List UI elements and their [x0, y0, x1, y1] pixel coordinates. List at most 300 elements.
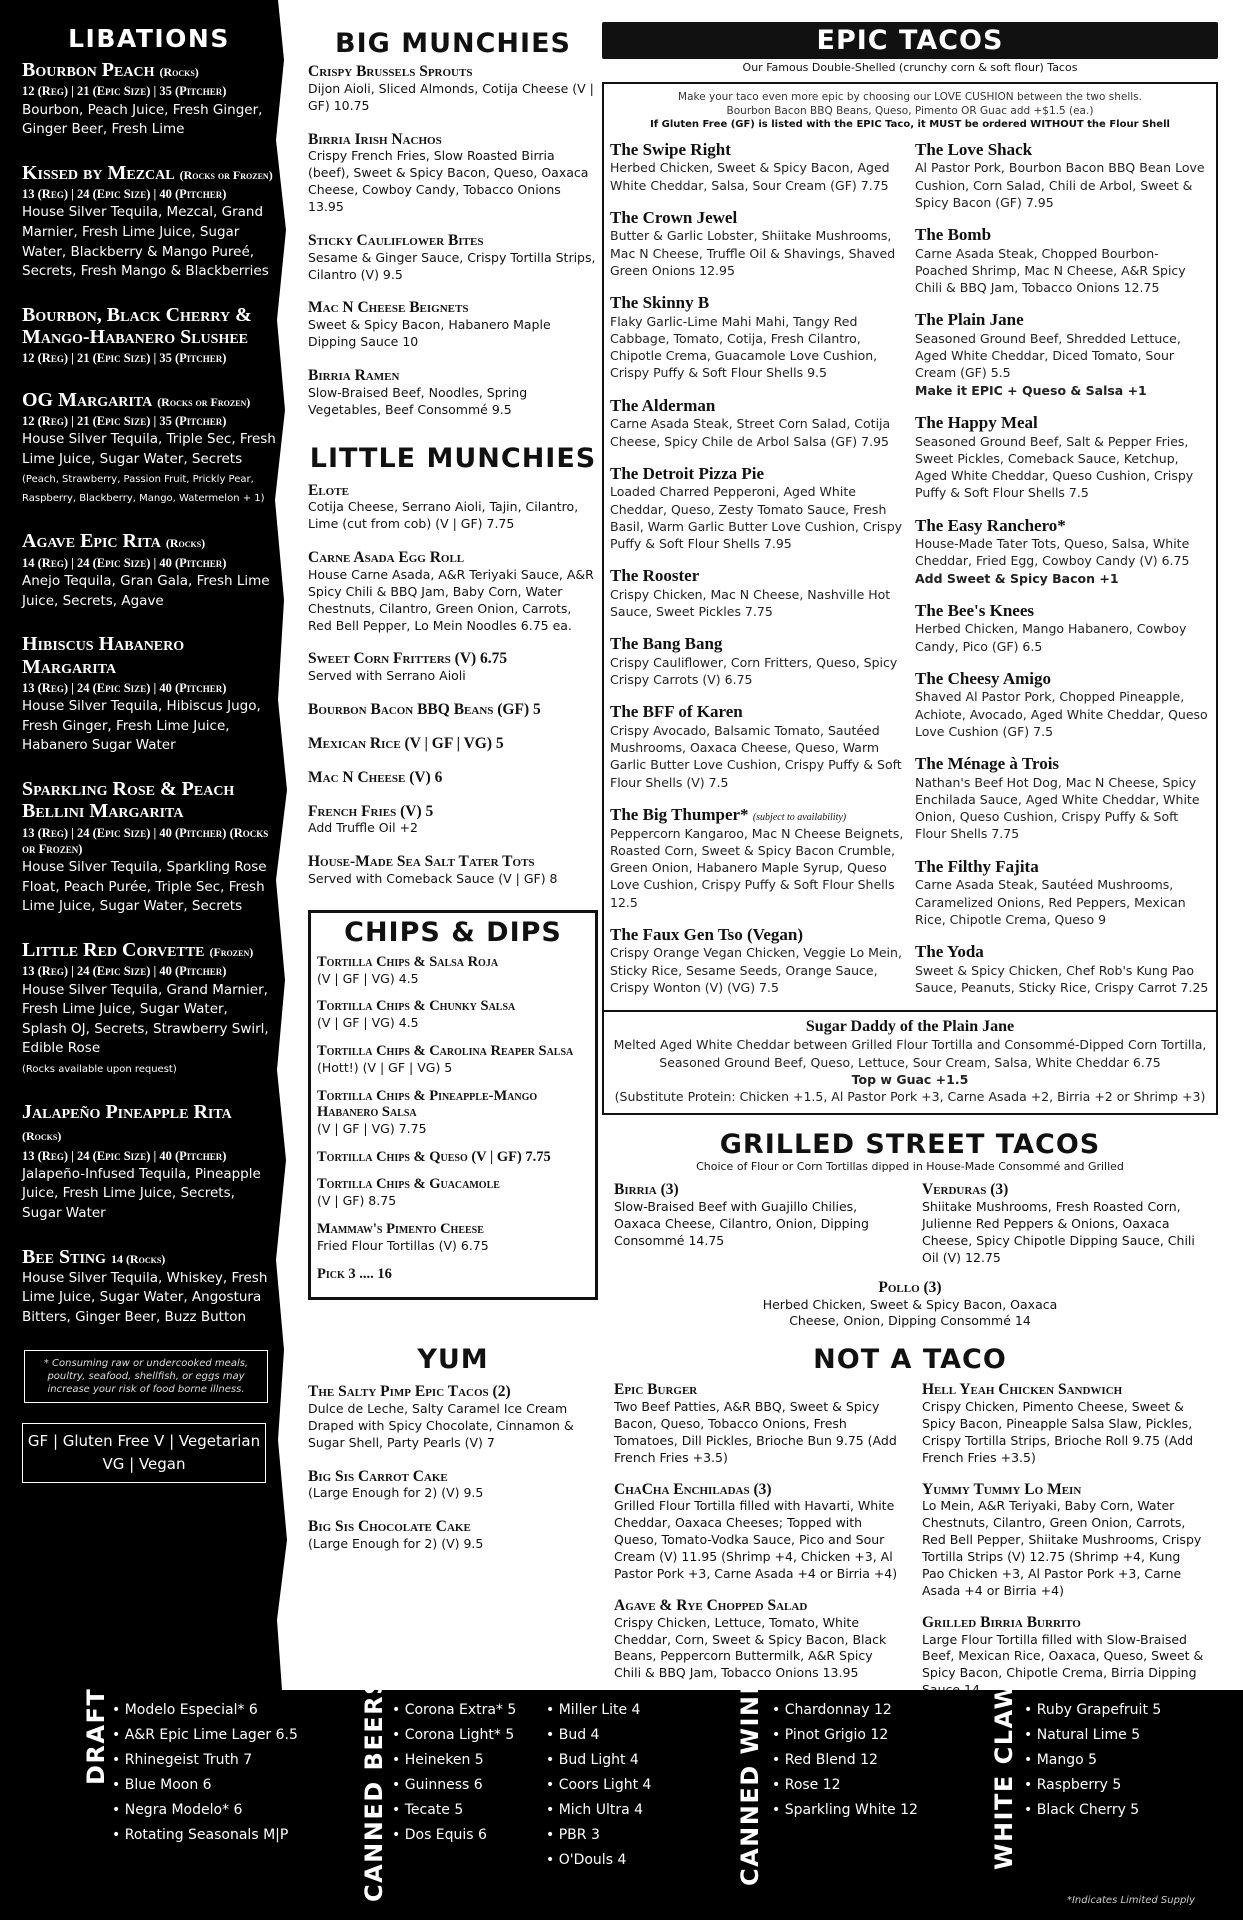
drink-note: (Rocks available upon request) [22, 1063, 177, 1075]
canned-beers-list-2 [546, 1698, 651, 1873]
item-desc: (V | GF | VG) 7.75 [317, 1120, 427, 1136]
taco-name [610, 464, 905, 484]
bar-list-item: • A&R Epic Lime Lager 6.5 [112, 1723, 298, 1748]
diet-legend [22, 1423, 266, 1484]
big-munchies-list [308, 63, 598, 419]
taco-name-text: The Skinny B [610, 293, 710, 313]
bar-list-item: • Red Blend 12 [772, 1748, 918, 1773]
drink-item [22, 1246, 276, 1328]
taco-name-text: The Yoda [915, 942, 984, 962]
munchies-column [308, 22, 598, 1569]
drink-prices: 13 (Reg) | 24 (Epic Size) | 40 (Pitcher) (Rocks or Frozen) [22, 825, 269, 856]
taco-item [610, 566, 905, 620]
taco-desc: Crispy Chicken, Mac N Cheese, Nashville Hot Sauce, Sweet Pickles 7.75 [610, 586, 891, 620]
drink-name-text: Agave Epic Rita [22, 530, 161, 553]
item-desc: Dijon Aioli, Sliced Almonds, Cotija Cheese (V | GF) 10.75 [308, 80, 594, 113]
not-a-taco-right [922, 1381, 1206, 1713]
bar-list-item: • Ruby Grapefruit 5 [1024, 1698, 1161, 1723]
drinks-list [22, 59, 276, 1328]
item-name: Sweet Corn Fritters (V) 6.75 [308, 650, 508, 668]
epic-intro [610, 90, 1210, 132]
item-desc: Crispy Chicken, Lettuce, Tomato, White Cheddar, Corn, Sweet & Spicy Bacon, Black Beans, Peppercorn Buttermilk, A&R Spicy Chili & BBQ Jam, Tobacco Onions 13.95 [614, 1614, 887, 1681]
drink-item [22, 778, 276, 917]
taco-desc: Loaded Charred Pepperoni, Aged White Cheddar, Queso, Zesty Tomato Sauce, Fresh Basil, Warm Garlic Butter Love Cushion, Crispy Puffy & Soft Flour Shells 7.95 [610, 484, 903, 552]
grilled-street-tacos [602, 1131, 1218, 1330]
menu-item [308, 701, 598, 719]
drink-desc: Bourbon, Peach Juice, Fresh Ginger, Ginger Beer, Fresh Lime [22, 101, 263, 138]
taco-item [915, 601, 1210, 655]
item-name: Birria Irish Nachos [308, 130, 442, 148]
drink-name-text: Bee Sting [22, 1245, 106, 1268]
taco-name-text: The Cheesy Amigo [915, 668, 1051, 688]
grilled-title: GRILLED STREET TACOS [719, 1129, 1101, 1161]
item-desc: Dulce de Leche, Salty Caramel Ice Cream Draped with Spicy Chocolate, Cinnamon & Sugar Shell, Party Pearls (V) 7 [308, 1401, 574, 1450]
taco-name-text: The Big Thumper* [610, 804, 749, 824]
bar-list-item: • Bud 4 [546, 1723, 651, 1748]
sugar-daddy-top: Top w Guac +1.5 [851, 1071, 969, 1087]
raw-food-warning: * Consuming raw or undercooked meals, poultry, seafood, shellfish, or eggs may increase your risk of food borne illness. [24, 1350, 268, 1403]
bar-list-item: • Corona Extra* 5 [392, 1698, 516, 1723]
drink-name [22, 633, 276, 678]
bar-list-item: • Guinness 6 [392, 1773, 516, 1798]
taco-item [915, 413, 1210, 502]
not-a-taco-left [614, 1381, 898, 1713]
taco-item [610, 925, 905, 996]
item-name: Pollo (3) [878, 1278, 942, 1296]
taco-desc: Carne Asada Steak, Street Corn Salad, Cotija Cheese, Spicy Chile de Arbol Salsa (GF) 7.95 [610, 416, 891, 449]
draft-label: DRAFT [82, 1687, 110, 1785]
bar-list-item: • Dos Equis 6 [392, 1823, 516, 1848]
intro-line-3: If Gluten Free (GF) is listed with the EPIC Taco, it MUST be ordered WITHOUT the Flour Shell [650, 119, 1170, 131]
taco-name [610, 805, 905, 825]
taco-item [915, 310, 1210, 399]
item-name: Tortilla Chips & Guacamole [317, 1176, 500, 1193]
item-name: Sticky Cauliflower Bites [308, 231, 484, 249]
taco-name-text: The Bee's Knees [915, 600, 1034, 620]
taco-name [915, 225, 1210, 245]
item-desc: (Hott!) (V | GF | VG) 5 [317, 1059, 453, 1075]
drink-name-text: Bourbon Peach [22, 59, 155, 81]
taco-item [915, 225, 1210, 296]
item-desc: Sesame & Ginger Sauce, Crispy Tortilla Strips, Cilantro (V) 9.5 [308, 249, 596, 282]
item-name: Verduras (3) [922, 1181, 1009, 1199]
bar-list-item: • Pinot Grigio 12 [772, 1723, 918, 1748]
drink-desc: House Silver Tequila, Mezcal, Grand Marnier, Fresh Lime Juice, Sugar Water, Blackberry & Mango Pureé, Secrets, Fresh Mango & Blackberries [22, 204, 269, 280]
canned-wine-label: CANNED WINE [736, 1676, 764, 1886]
taco-item [915, 669, 1210, 740]
bar-list-item: • Tecate 5 [392, 1798, 516, 1823]
drink-prices: 13 (Reg) | 24 (Epic Size) | 40 (Pitcher) [22, 681, 227, 695]
taco-item [610, 702, 905, 791]
menu-item [308, 1468, 598, 1503]
white-claw-list [1024, 1698, 1161, 1823]
taco-name [915, 942, 1210, 962]
taco-name-text: The Love Shack [915, 139, 1033, 159]
drink-desc: Anejo Tequila, Gran Gala, Fresh Lime Juice, Secrets, Agave [22, 573, 270, 609]
birria-item [614, 1181, 898, 1266]
drink-item [22, 304, 276, 367]
menu-item [308, 549, 598, 634]
drink-serve-style: (Rocks) [159, 65, 199, 79]
drink-prices: 13 (Reg) | 24 (Epic Size) | 40 (Pitcher) [22, 1148, 227, 1163]
menu-item [308, 232, 598, 284]
draft-list [112, 1698, 298, 1848]
taco-name [915, 754, 1210, 774]
item-name: Birria Ramen [308, 367, 400, 384]
item-name: French Fries (V) 5 [308, 802, 434, 820]
menu-item [922, 1481, 1206, 1600]
menu-item [308, 299, 598, 351]
drink-name-text: Bourbon, Black Cherry & Mango-Habanero Slushee [22, 303, 252, 349]
bar-list-item: • Bud Light 4 [546, 1748, 651, 1773]
taco-name-text: The Bomb [915, 225, 992, 245]
not-a-taco-title: NOT A TACO [813, 1344, 1007, 1376]
item-name: Yummy Tummy Lo Mein [922, 1480, 1082, 1498]
bar-list-item: • Coors Light 4 [546, 1773, 651, 1798]
menu-item [614, 1381, 898, 1466]
menu-item [922, 1381, 1206, 1466]
drink-prices: 12 (Reg) | 21 (Epic Size) | 35 (Pitcher) [22, 84, 227, 99]
menu-item [308, 803, 598, 838]
taco-item [610, 634, 905, 688]
item-desc: Sweet & Spicy Bacon, Habanero Maple Dipping Sauce 10 [308, 317, 551, 350]
drink-name-text: Kissed by Mezcal [22, 161, 175, 184]
taco-desc: Butter & Garlic Lobster, Shiitake Mushrooms, Mac N Cheese, Truffle Oil & Shavings, Shaved Green Onions 12.95 [610, 228, 896, 278]
taco-item [915, 857, 1210, 928]
menu-item [317, 1221, 589, 1255]
item-desc: Two Beef Patties, A&R BBQ, Sweet & Spicy Bacon, Queso, Tobacco Onions, Fresh Tomatoes, Dill Pickles, Brioche Bun 9.75 (Add French Fries +3.5) [614, 1399, 897, 1465]
item-name: Mexican Rice (V | GF | VG) 5 [308, 734, 504, 752]
taco-grid [610, 140, 1210, 1010]
item-name: Big Sis Chocolate Cake [308, 1518, 471, 1536]
taco-desc: Herbed Chicken, Sweet & Spicy Bacon, Aged White Cheddar, Salsa, Sour Cream (GF) 7.75 [610, 160, 890, 193]
drink-serve-style: (Rocks or Frozen) [157, 394, 251, 409]
chips-dips-list [317, 954, 589, 1282]
taco-desc: Al Pastor Pork, Bourbon Bacon BBQ Bean Love Cushion, Corn Salad, Chili de Arbol, Sweet & Spicy Bacon (GF) 7.95 [915, 160, 1205, 210]
taco-desc: House-Made Tater Tots, Queso, Salsa, White Cheddar, Fried Egg, Cowboy Candy (V) 6.75 [915, 536, 1190, 569]
item-desc: (Large Enough for 2) (V) 9.5 [308, 1485, 484, 1501]
item-desc: Herbed Chicken, Sweet & Spicy Bacon, Oaxaca Cheese, Onion, Dipping Consommé 14 [762, 1296, 1058, 1329]
libations-title: LIBATIONS [68, 24, 230, 53]
pollo-item [602, 1279, 1218, 1331]
canned-beers-list-1 [392, 1698, 516, 1848]
item-desc: Lo Mein, A&R Teriyaki, Baby Corn, Water Chestnuts, Cilantro, Green Onion, Carrots, Red Bell Pepper, Shiitake Mushrooms, Crispy Tortilla Strips (V) 12.75 (Shrimp +4, Kung Pao Chicken +3, Al Pastor Pork +3, Carne Asada +4 or Birria +4) [922, 1498, 1202, 1598]
taco-item [915, 754, 1210, 843]
item-name: Mac N Cheese (V) 6 [308, 768, 443, 786]
not-a-taco [602, 1346, 1218, 1713]
bar-list-item: • Mango 5 [1024, 1748, 1161, 1773]
drink-name [22, 59, 276, 81]
taco-name-text: The Alderman [610, 395, 716, 415]
drink-name [22, 1101, 276, 1146]
item-name: Crispy Brussels Sprouts [308, 63, 473, 80]
item-name: Birria (3) [614, 1181, 679, 1199]
taco-name-text: The Swipe Right [610, 139, 731, 159]
menu-item [317, 1088, 589, 1138]
not-a-taco-row [602, 1381, 1218, 1713]
bar-list-item: • PBR 3 [546, 1823, 651, 1848]
drink-name [22, 939, 276, 961]
drink-item [22, 389, 276, 509]
taco-name [610, 925, 905, 945]
drink-name-text: Hibiscus Habanero Margarita [22, 633, 185, 678]
item-name: The Salty Pimp Epic Tacos (2) [308, 1383, 511, 1401]
taco-item [610, 208, 905, 279]
drink-name-text: Jalapeño Pineapple Rita [22, 1100, 232, 1123]
bar-list-item: • Mich Ultra 4 [546, 1798, 651, 1823]
taco-name-text: The Bang Bang [610, 634, 723, 654]
limited-supply-note: *Indicates Limited Supply [1066, 1895, 1195, 1906]
taco-desc: Crispy Orange Vegan Chicken, Veggie Lo Mein, Sticky Rice, Sesame Seeds, Orange Sauce, Crispy Wonton (V) (VG) 7.5 [610, 945, 902, 995]
yum-list [308, 1383, 598, 1553]
item-name: Pick 3 .... 16 [317, 1265, 392, 1282]
canned-wine-list [772, 1698, 918, 1823]
white-claw-label: WHITE CLAW [990, 1681, 1018, 1870]
drink-item [22, 530, 276, 611]
bar-list-item: • Corona Light* 5 [392, 1723, 516, 1748]
menu-item [614, 1481, 898, 1583]
bar-list-item: • Rotating Seasonals M|P [112, 1823, 298, 1848]
menu-item [317, 1266, 589, 1283]
item-desc: Crispy Chicken, Pimento Cheese, Sweet & Spicy Bacon, Pineapple Salsa Slaw, Pickles, Crispy Tortilla Strips, Brioche Roll 9.75 (Add French Fries +3.5) [922, 1399, 1194, 1465]
taco-item [610, 464, 905, 553]
bar-list-item: • Rose 12 [772, 1773, 918, 1798]
item-desc: Served with Serrano Aioli [308, 668, 466, 684]
taco-name-text: The Filthy Fajita [915, 856, 1039, 876]
little-munchies-title: LITTLE MUNCHIES [309, 442, 597, 474]
taco-name [610, 634, 905, 654]
item-desc: (V | GF) 8.75 [317, 1193, 397, 1209]
drink-serve-style: (Rocks) [165, 536, 206, 551]
taco-name [915, 310, 1210, 330]
taco-name-text: The Detroit Pizza Pie [610, 463, 765, 483]
bar-list-item: • Miller Lite 4 [546, 1698, 651, 1723]
drink-prices: 13 (Reg) | 24 (Epic Size) | 40 (Pitcher) [22, 964, 227, 979]
taco-desc: Sweet & Spicy Chicken, Chef Rob's Kung Pao Sauce, Peanuts, Sticky Rice, Crispy Carrot 7.25 [915, 962, 1209, 995]
taco-desc: Herbed Chicken, Mango Habanero, Cowboy Candy, Pico (GF) 6.5 [915, 621, 1187, 654]
taco-desc: Nathan's Beef Hot Dog, Mac N Cheese, Spicy Enchilada Sauce, Aged White Cheddar, White Onion, Queso Cushion, Crispy Puffy & Soft Flour Shells 7.75 [915, 774, 1200, 842]
item-name: Carne Asada Egg Roll [308, 549, 465, 567]
tacos-column [602, 22, 1218, 1713]
taco-item [610, 805, 905, 911]
epic-tacos-box [602, 82, 1218, 1115]
bar-list-item: • Natural Lime 5 [1024, 1723, 1161, 1748]
item-desc: (V | GF | VG) 4.5 [317, 1015, 419, 1031]
bar-list-item: • Modelo Especial* 6 [112, 1698, 298, 1723]
drink-note: (Peach, Strawberry, Passion Fruit, Prickly Pear, Raspberry, Blackberry, Mango, Watermelon + 1) [22, 474, 265, 505]
yum-title: YUM [417, 1344, 489, 1376]
taco-desc: Crispy Cauliflower, Corn Fritters, Queso, Spicy Crispy Carrots (V) 6.75 [610, 654, 898, 688]
item-name: ChaCha Enchiladas (3) [614, 1480, 772, 1498]
taco-item [915, 942, 1210, 996]
taco-name [610, 293, 905, 313]
taco-name-text: The Crown Jewel [610, 207, 738, 227]
libations-column [0, 0, 290, 1690]
menu-item [308, 853, 598, 888]
drink-name-text: Sparkling Rose & Peach Bellini Margarita [22, 777, 235, 823]
taco-extra: Add Sweet & Spicy Bacon +1 [915, 570, 1119, 586]
menu-item [317, 1149, 589, 1166]
menu-item [308, 1383, 598, 1451]
item-name: Tortilla Chips & Queso (V | GF) 7.75 [317, 1148, 551, 1165]
taco-name-text: The Ménage à Trois [915, 754, 1060, 774]
taco-item [610, 140, 905, 194]
taco-name-text: The Faux Gen Tso (Vegan) [610, 924, 804, 944]
bar-list-item: • Rhinegeist Truth 7 [112, 1748, 298, 1773]
taco-extra: Make it EPIC + Queso & Salsa +1 [915, 382, 1147, 398]
drink-desc: House Silver Tequila, Grand Marnier, Fresh Lime Juice, Sugar Water, Splash OJ, Secrets, Strawberry Swirl, Edible Rose [22, 981, 269, 1057]
verduras-item [922, 1181, 1206, 1266]
menu-item [317, 954, 589, 988]
item-name: Tortilla Chips & Carolina Reaper Salsa [317, 1043, 574, 1060]
item-name: Big Sis Carrot Cake [308, 1467, 448, 1485]
item-desc: (Large Enough for 2) (V) 9.5 [308, 1536, 484, 1552]
item-name: Tortilla Chips & Pineapple-Mango Habanero Salsa [317, 1087, 538, 1121]
item-desc: House Carne Asada, A&R Teriyaki Sauce, A&R Spicy Chili & BBQ Jam, Baby Corn, Water Chestnuts, Cilantro, Green Onion, Carrots, Red Bell Pepper, Lo Mein Noodles 6.75 ea. [308, 566, 594, 633]
taco-name [610, 702, 905, 722]
taco-item [610, 396, 905, 450]
drink-item [22, 633, 276, 756]
item-name: Mac N Cheese Beignets [308, 299, 469, 317]
drink-desc: House Silver Tequila, Sparkling Rose Float, Peach Purée, Triple Sec, Fresh Lime Juice, Sugar Water, Secrets [22, 859, 267, 915]
item-name: Agave & Rye Chopped Salad [614, 1596, 808, 1614]
item-name: Grilled Birria Burrito [922, 1613, 1081, 1631]
drink-name [22, 389, 276, 411]
taco-name-text: The Rooster [610, 566, 700, 586]
menu-item [308, 1518, 598, 1553]
menu-item [317, 1176, 589, 1210]
menu-item [308, 482, 598, 534]
bar-list-item: • Raspberry 5 [1024, 1773, 1161, 1798]
drink-desc: Jalapeño-Infused Tequila, Pineapple Juice, Fresh Lime Juice, Secrets, Sugar Water [22, 1165, 261, 1221]
item-desc: Fried Flour Tortillas (V) 6.75 [317, 1237, 489, 1253]
bar-list-item: • O'Douls 4 [546, 1848, 651, 1873]
legend-line-2: VG | Vegan [102, 1454, 186, 1473]
item-name: Bourbon Bacon BBQ Beans (GF) 5 [308, 701, 541, 719]
menu-item [308, 63, 598, 115]
taco-item [915, 140, 1210, 211]
grilled-row [602, 1181, 1218, 1282]
taco-name [610, 566, 905, 586]
menu-item [922, 1614, 1206, 1699]
legend-line-1: GF | Gluten Free V | Vegetarian [27, 1431, 261, 1450]
taco-name [915, 413, 1210, 433]
taco-desc: Seasoned Ground Beef, Salt & Pepper Fries, Sweet Pickles, Comeback Sauce, Ketchup, Aged White Cheddar, Queso Cushion, Crispy Puffy & Soft Flour Shells 7.5 [915, 433, 1194, 501]
item-desc: Slow-Braised Beef with Guajillo Chilies, Oaxaca Cheese, Cilantro, Onion, Dipping Consommé 14.75 [614, 1199, 869, 1249]
drink-desc: House Silver Tequila, Hibiscus Jugo, Fresh Ginger, Fresh Lime Juice, Habanero Sugar Water [22, 698, 261, 754]
taco-desc: Shaved Al Pastor Pork, Chopped Pineapple, Achiote, Avocado, Aged White Cheddar, Queso Love Cushion (GF) 7.5 [915, 689, 1208, 739]
bar-list-item: • Negra Modelo* 6 [112, 1798, 298, 1823]
taco-col-left [610, 140, 905, 1010]
sugar-daddy-name: Sugar Daddy of the Plain Jane [805, 1018, 1015, 1036]
item-desc: Grilled Flour Tortilla filled with Havarti, White Cheddar, Oaxaca Cheeses; Topped with Queso, Tomato-Vodka Sauce, Pico and Sour Cream (V) 11.95 (Shrimp +4, Chicken +3, Al Pastor Pork +3, Carne Asada +4 or Birria +4) [614, 1498, 898, 1581]
item-name: Epic Burger [614, 1381, 698, 1399]
drinks-bar [0, 1676, 1243, 1920]
taco-note: (subject to availability) [752, 811, 847, 823]
item-desc: Cotija Cheese, Serrano Aioli, Tajin, Cilantro, Lime (cut from cob) (V | GF) 7.75 [308, 499, 579, 532]
drink-name [22, 304, 276, 349]
menu-item [308, 769, 598, 787]
torn-paper-edge [272, 0, 298, 1690]
item-name: Mammaw's Pimento Cheese [317, 1221, 484, 1238]
taco-item [915, 516, 1210, 587]
chips-dips-title: CHIPS & DIPS [344, 916, 562, 948]
bar-list-item: • Blue Moon 6 [112, 1773, 298, 1798]
taco-item [610, 293, 905, 382]
item-desc: Large Flour Tortilla filled with Slow-Braised Beef, Mexican Rice, Oaxaca, Queso, Sweet & Spicy Bacon, Chipotle Crema, Birria Dipping [922, 1631, 1204, 1681]
epic-tacos-title: EPIC TACOS [602, 22, 1218, 59]
taco-name-text: The BFF of Karen [610, 702, 743, 722]
drink-desc: House Silver Tequila, Whiskey, Fresh Lime Juice, Sugar Water, Angostura Bitters, Ginger Beer, Buzz Button [22, 1269, 268, 1326]
taco-desc: Seasoned Ground Beef, Shredded Lettuce, Aged White Cheddar, Diced Tomato, Sour Cream (GF) 5.5 [915, 330, 1181, 381]
sugar-daddy-sub: (Substitute Protein: Chicken +1.5, Al Pastor Pork +3, Carne Asada +2, Birria +2 or Shrimp +3) [614, 1089, 1206, 1105]
menu-item [308, 131, 598, 216]
grilled-subtitle: Choice of Flour or Corn Tortillas dipped in House-Made Consommé and Grilled [696, 1160, 1124, 1174]
drink-name [22, 1246, 276, 1268]
taco-name [610, 208, 905, 228]
item-name: Hell Yeah Chicken Sandwich [922, 1381, 1123, 1399]
drink-serve-style: 14 (Rocks) [110, 1251, 166, 1266]
drink-serve-style: (Rocks) [22, 1129, 62, 1144]
intro-line-2: Bourbon Bacon BBQ Beans, Queso, Pimento OR Guac add +$1.5 (ea.) [726, 105, 1094, 118]
taco-name [915, 516, 1210, 536]
item-desc: (V | GF | VG) 4.5 [317, 970, 419, 986]
drink-prices: 12 (Reg) | 21 (Epic Size) | 35 (Pitcher) [22, 351, 227, 366]
drink-name [22, 162, 276, 184]
drink-name-text: OG Margarita [22, 388, 153, 411]
taco-desc: Crispy Avocado, Balsamic Tomato, Sautéed Mushrooms, Oaxaca Cheese, Queso, Warm Garlic Butter Love Cushion, Crispy Puffy & Soft Flour Shells (V) 7.5 [610, 722, 902, 790]
taco-name [915, 857, 1210, 877]
menu-item [317, 998, 589, 1032]
taco-col-right [915, 140, 1210, 1010]
drink-serve-style: (Frozen) [209, 944, 254, 959]
drink-name-text: Little Red Corvette [22, 938, 205, 961]
item-name: Tortilla Chips & Salsa Roja [317, 953, 499, 970]
taco-name-text: The Easy Ranchero* [915, 515, 1066, 535]
taco-desc: Peppercorn Kangaroo, Mac N Cheese Beignets, Roasted Corn, Sweet & Spicy Bacon Crumble, Green Onion, Habanero Maple Syrup, Queso Love Cushion, Crispy Puffy & Soft Flour Shells 12.5 [610, 825, 904, 910]
taco-name [610, 140, 905, 160]
taco-desc: Flaky Garlic-Lime Mahi Mahi, Tangy Red Cabbage, Tomato, Cotija, Fresh Cilantro, Chipotle Crema, Guacamole Love Cushion, Crispy Puffy & Soft Flour Shells 9.5 [610, 313, 878, 381]
taco-name-text: The Happy Meal [915, 412, 1038, 432]
sugar-daddy [604, 1010, 1216, 1113]
chips-dips-box [308, 910, 598, 1300]
bar-list-item: • Chardonnay 12 [772, 1698, 918, 1723]
drink-prices: 14 (Reg) | 24 (Epic Size) | 40 (Pitcher) [22, 555, 227, 570]
menu-item [308, 367, 598, 419]
item-name: Elote [308, 481, 349, 499]
little-munchies-list [308, 482, 598, 888]
drink-name [22, 530, 276, 552]
drink-item [22, 939, 276, 1079]
epic-tacos-subtitle: Our Famous Double-Shelled (crunchy corn & soft flour) Tacos [742, 61, 1078, 74]
sugar-daddy-desc: Melted Aged White Cheddar between Grilled Flour Tortilla and Consommé-Dipped Corn Tortilla, Seasoned Ground Beef, Queso, Lettuce, Sour Cream, Salsa, White Cheddar 6.75 [613, 1037, 1207, 1070]
item-desc: Shiitake Mushrooms, Fresh Roasted Corn, Julienne Red Peppers & Onions, Oaxaca Cheese, Spicy Chipotle Dipping Sauce, Chili Oil (V) 12.75 [922, 1199, 1195, 1265]
drink-prices: 12 (Reg) | 21 (Epic Size) | 35 (Pitcher) [22, 414, 227, 429]
item-desc: Served with Comeback Sauce (V | GF) 8 [308, 871, 558, 887]
drink-serve-style: (Rocks or Frozen) [179, 167, 273, 182]
taco-name [915, 669, 1210, 689]
drink-item [22, 162, 276, 282]
item-desc: Crispy French Fries, Slow Roasted Birria (beef), Sweet & Spicy Bacon, Queso, Oaxaca Cheese, Cowboy Candy, Tobacco Onions 13.95 [308, 148, 589, 214]
drink-item [22, 1101, 276, 1224]
canned-beers-label: CANNED BEERS [360, 1676, 388, 1902]
intro-line-1: Make your taco even more epic by choosing our LOVE CUSHION between the two shells. [678, 91, 1142, 103]
taco-name [915, 601, 1210, 621]
item-desc: Add Truffle Oil +2 [308, 820, 418, 836]
drink-item [22, 59, 276, 140]
menu-item [317, 1043, 589, 1077]
bar-list-item: • Heineken 5 [392, 1748, 516, 1773]
